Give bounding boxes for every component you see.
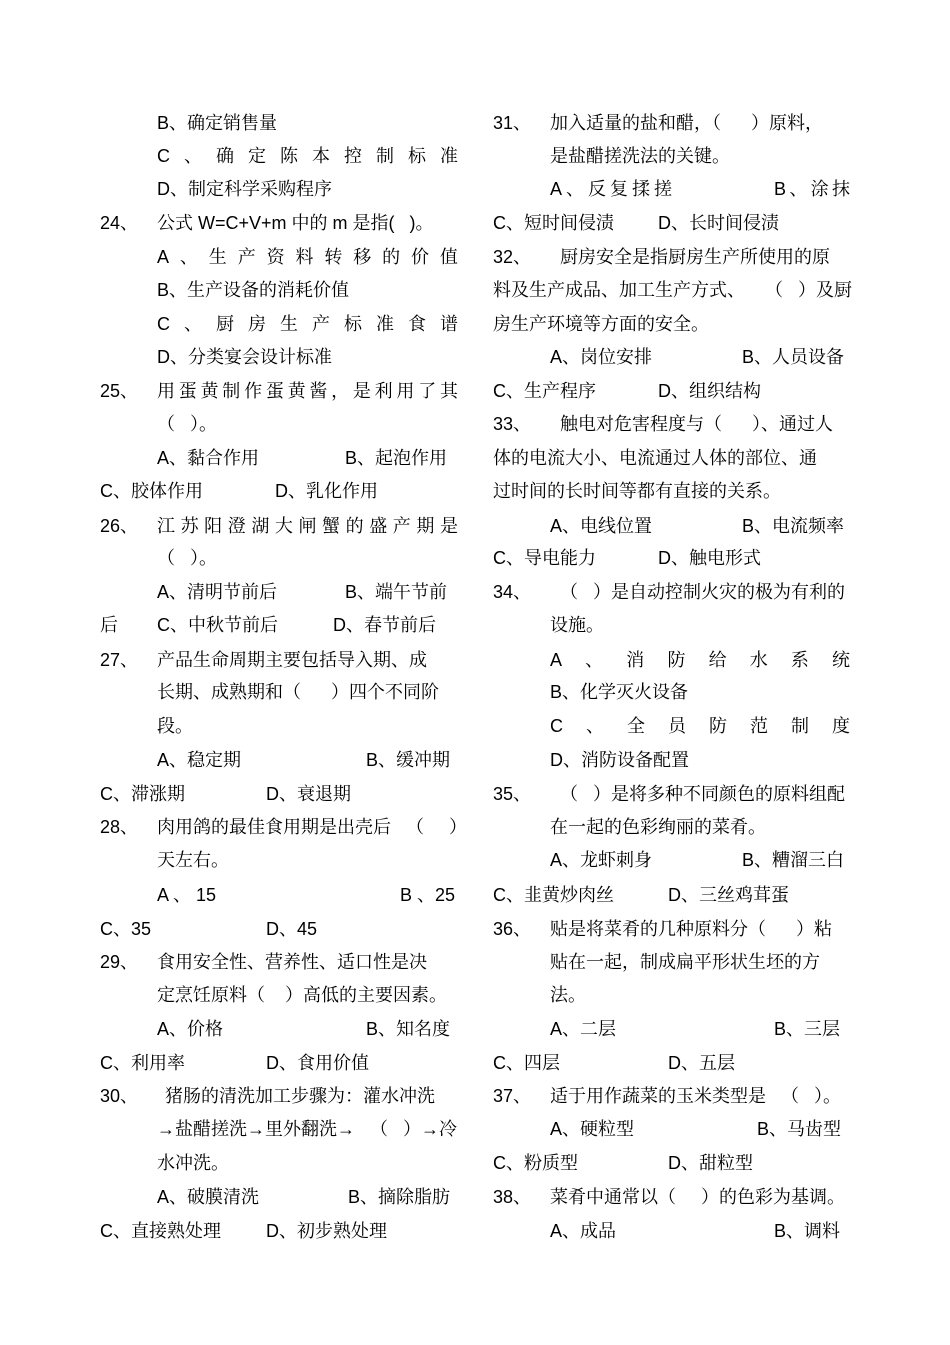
glyph: 蟹 (322, 516, 341, 536)
question-stem: 长期、成熟期和（ ）四个不同阶 (157, 682, 440, 702)
question-number: 37、 (493, 1086, 532, 1106)
question-stem: 是盐醋搓洗法的关键。 (550, 146, 730, 166)
glyph: 是 (439, 516, 458, 536)
option-d: D、组织结构 (658, 381, 761, 401)
question-stem (157, 514, 458, 538)
option-a: A、硬粒型 (550, 1119, 635, 1139)
option-d: D、45 (266, 919, 318, 939)
glyph: 统 (832, 650, 850, 670)
glyph: 全 (627, 716, 645, 736)
question-stem: 法。 (550, 985, 586, 1005)
question-number: 27、 (100, 650, 139, 670)
glyph: A (550, 179, 563, 199)
question-stem: 天左右。 (157, 850, 229, 870)
option-b: B、端午节前 (345, 582, 448, 602)
question-number: 32、 (493, 247, 532, 267)
glyph: 江 (157, 516, 175, 536)
glyph: 厨 (216, 314, 234, 334)
option-a: A、岗位安排 (550, 347, 653, 367)
glyph: 闸 (298, 516, 317, 536)
option-b: B、知名度 (366, 1019, 451, 1039)
question-stem: 加入适量的盐和醋，（ ）原料， (550, 113, 824, 133)
glyph: C (157, 314, 170, 334)
glyph: 黄 (287, 381, 306, 401)
option-d: D、触电形式 (658, 548, 761, 568)
glyph: 利 (374, 381, 393, 401)
glyph: 产 (392, 516, 411, 536)
glyph: 蛋 (265, 381, 284, 401)
glyph: 本 (312, 146, 330, 166)
option-c (550, 714, 850, 738)
option-a (157, 245, 458, 269)
glyph: 房 (248, 314, 266, 334)
option-a: A、破膜清洗 (157, 1187, 260, 1207)
glyph: 、 (184, 146, 202, 166)
glyph: 系 (790, 650, 809, 670)
glyph: 的 (382, 247, 401, 267)
glyph: 给 (708, 650, 727, 670)
question-stem: （ ）。 (157, 414, 218, 434)
option-c (157, 312, 458, 336)
question-number: 33、 (493, 414, 532, 434)
glyph: 料 (295, 247, 314, 267)
option-a (550, 177, 672, 201)
option-d: D、分类宴会设计标准 (157, 347, 332, 367)
question-number: 25、 (100, 381, 139, 401)
glyph: 酱 (309, 381, 328, 401)
glyph: 陈 (280, 146, 298, 166)
question-number: 28、 (100, 817, 139, 837)
option-d: D、制定科学采购程序 (157, 179, 332, 199)
glyph: 防 (667, 650, 686, 670)
option-b: B、摘除脂肪 (348, 1187, 451, 1207)
glyph: 黄 (200, 381, 219, 401)
glyph: 防 (709, 716, 727, 736)
question-stem: →盐醋搓洗→里外翻洗→ （ ）→冷 (157, 1119, 458, 1139)
glyph: 是 (352, 381, 371, 401)
question-stem: 房生产环境等方面的安全。 (493, 314, 709, 334)
glyph: 产 (312, 314, 330, 334)
question-stem: （ ）是将多种不同颜色的原料组配 (560, 784, 846, 804)
glyph: 确 (216, 146, 234, 166)
option-d: D、春节前后 (333, 615, 436, 635)
option-a: A、电线位置 (550, 516, 653, 536)
question-number: 35、 (493, 784, 532, 804)
glyph: 复 (609, 179, 628, 199)
option-a: A、清明节前后 (157, 582, 278, 602)
glyph: 苏 (180, 516, 199, 536)
glyph: 食 (408, 314, 426, 334)
glyph: 搓 (653, 179, 672, 199)
glyph: 蛋 (178, 381, 197, 401)
option-b: B、三层 (774, 1019, 841, 1039)
question-stem: 猪肠的清洗加工步骤为：灌水冲洗 (165, 1086, 435, 1106)
question-number: 31、 (493, 113, 532, 133)
option-d: D、衰退期 (266, 784, 351, 804)
question-stem: 产品生命周期主要包括导入期、成 (157, 650, 427, 670)
question-stem: （ ）是自动控制火灾的极为有利的 (560, 582, 846, 602)
option-d: D、初步熟处理 (266, 1221, 387, 1241)
glyph: 了 (418, 381, 437, 401)
option-d: D、消防设备配置 (550, 750, 689, 770)
question-stem (157, 379, 458, 403)
glyph: 盛 (369, 516, 388, 536)
glyph: 、 (789, 179, 808, 199)
option-a: A、龙虾刺身 (550, 850, 653, 870)
glyph: 期 (416, 516, 435, 536)
option-c: C、四层 (493, 1053, 560, 1073)
question-stem: 触电对危害程度与（ ）、通过人 (560, 414, 834, 434)
glyph: 准 (440, 146, 458, 166)
glyph: 移 (353, 247, 372, 267)
glyph: 的 (345, 516, 364, 536)
option-c: C、粉质型 (493, 1153, 578, 1173)
glyph: 制 (791, 716, 809, 736)
question-stem: 贴在一起，制成扁平形状生坯的方 (550, 952, 820, 972)
glyph: 制 (222, 381, 241, 401)
glyph: 湖 (251, 516, 270, 536)
glyph: 谱 (440, 314, 458, 334)
option-a: A、成品 (550, 1221, 617, 1241)
glyph: 生 (280, 314, 298, 334)
option-d: D、五层 (668, 1053, 735, 1073)
question-stem: （ ）。 (157, 548, 218, 568)
option-c: C、中秋节前后 (157, 615, 278, 635)
option-d: D、乳化作用 (275, 481, 378, 501)
question-number: 29、 (100, 952, 139, 972)
option-b: B、糟溜三白 (742, 850, 845, 870)
option-c: C、胶体作用 (100, 481, 203, 501)
option-c: C、35 (100, 919, 152, 939)
option-a: A、价格 (157, 1019, 224, 1039)
question-stem: 贴是将菜肴的几种原料分（ ）粘 (550, 919, 833, 939)
glyph: 范 (750, 716, 768, 736)
question-stem: 肉用鸽的最佳食用期是出壳后 （ ） (157, 817, 468, 837)
question-number: 34、 (493, 582, 532, 602)
question-number: 26、 (100, 516, 139, 536)
option-b: B、人员设备 (742, 347, 845, 367)
option-a: A、二层 (550, 1019, 617, 1039)
glyph: 定 (248, 146, 266, 166)
glyph: 、 (184, 314, 202, 334)
glyph: 水 (749, 650, 768, 670)
glyph: 用 (157, 381, 175, 401)
option-b: B、确定销售量 (157, 113, 278, 133)
glyph: ， (331, 381, 350, 401)
option-b: B、马齿型 (757, 1119, 842, 1139)
option-c: C、短时间侵渍 (493, 213, 614, 233)
glyph: A (550, 650, 563, 670)
glyph: 、 (586, 716, 604, 736)
question-number: 24、 (100, 213, 139, 233)
glyph: 涂 (810, 179, 829, 199)
question-stem: 公式 W=C+V+m 中的 m 是指( )。 (157, 213, 434, 233)
glyph: 标 (344, 314, 362, 334)
question-stem: 段。 (157, 716, 193, 736)
glyph: 准 (376, 314, 394, 334)
option-b-wrap: 后 (100, 615, 118, 635)
glyph: 用 (396, 381, 415, 401)
glyph: 阳 (204, 516, 223, 536)
glyph: 转 (324, 247, 343, 267)
glyph: 员 (668, 716, 686, 736)
option-c: C、滞涨期 (100, 784, 185, 804)
glyph: C (550, 716, 563, 736)
question-stem: 适于用作蔬菜的玉米类型是 （ ）。 (550, 1086, 842, 1106)
option-d: D、三丝鸡茸蛋 (668, 885, 789, 905)
glyph: 、 (179, 247, 198, 267)
glyph: 反 (587, 179, 606, 199)
option-b: B 、25 (400, 885, 456, 905)
question-stem: 过时间的长时间等都有直接的关系。 (493, 481, 781, 501)
option-b (774, 177, 850, 201)
glyph: B (774, 179, 787, 199)
glyph: 消 (626, 650, 645, 670)
option-b: B、电流频率 (742, 516, 845, 536)
glyph: 揉 (631, 179, 650, 199)
question-stem: 菜肴中通常以（ ）的色彩为基调。 (550, 1187, 846, 1207)
glyph: C (157, 146, 170, 166)
glyph: 标 (408, 146, 426, 166)
glyph: A (157, 247, 170, 267)
glyph: 澄 (227, 516, 246, 536)
question-stem: 定烹饪原料（ ）高低的主要因素。 (157, 985, 448, 1005)
question-number: 30、 (100, 1086, 139, 1106)
option-a (550, 648, 850, 672)
question-number: 38、 (493, 1187, 532, 1207)
option-b: B、化学灭火设备 (550, 682, 689, 702)
question-stem: 水冲洗。 (157, 1153, 229, 1173)
glyph: 作 (244, 381, 263, 401)
option-d: D、食用价值 (266, 1053, 369, 1073)
question-number: 36、 (493, 919, 532, 939)
option-b: B、缓冲期 (366, 750, 451, 770)
option-c: C、韭黄炒肉丝 (493, 885, 614, 905)
option-b: B、调料 (774, 1221, 841, 1241)
glyph: 大 (274, 516, 293, 536)
glyph: 制 (376, 146, 394, 166)
glyph: 、 (566, 179, 584, 199)
glyph: 控 (344, 146, 362, 166)
glyph: 价 (411, 247, 430, 267)
glyph: 资 (266, 247, 285, 267)
question-stem: 设施。 (550, 615, 604, 635)
option-c: C、直接熟处理 (100, 1221, 221, 1241)
glyph: 度 (832, 716, 850, 736)
glyph: 生 (208, 247, 227, 267)
question-stem: 在一起的色彩绚丽的菜肴。 (550, 817, 766, 837)
option-b: B、生产设备的消耗价值 (157, 280, 350, 300)
glyph: 抹 (832, 179, 850, 199)
option-c: C、生产程序 (493, 381, 596, 401)
glyph: 其 (439, 381, 458, 401)
option-a: A、黏合作用 (157, 448, 260, 468)
glyph: 产 (237, 247, 256, 267)
question-stem: 厨房安全是指厨房生产所使用的原 (560, 247, 830, 267)
option-d: D、甜粒型 (668, 1153, 753, 1173)
option-a: A 、 15 (157, 885, 217, 905)
option-c (157, 144, 458, 168)
question-stem: 体的电流大小、电流通过人体的部位、通 (493, 448, 817, 468)
glyph: 值 (439, 247, 458, 267)
question-stem: 料及生产成品、加工生产方式、 （ ）及厨 (493, 280, 853, 300)
glyph: 、 (585, 650, 604, 670)
option-a: A、稳定期 (157, 750, 242, 770)
option-b: B、起泡作用 (345, 448, 448, 468)
question-stem: 食用安全性、营养性、适口性是决 (157, 952, 427, 972)
option-c: C、利用率 (100, 1053, 185, 1073)
option-d: D、长时间侵渍 (658, 213, 779, 233)
option-c: C、导电能力 (493, 548, 596, 568)
